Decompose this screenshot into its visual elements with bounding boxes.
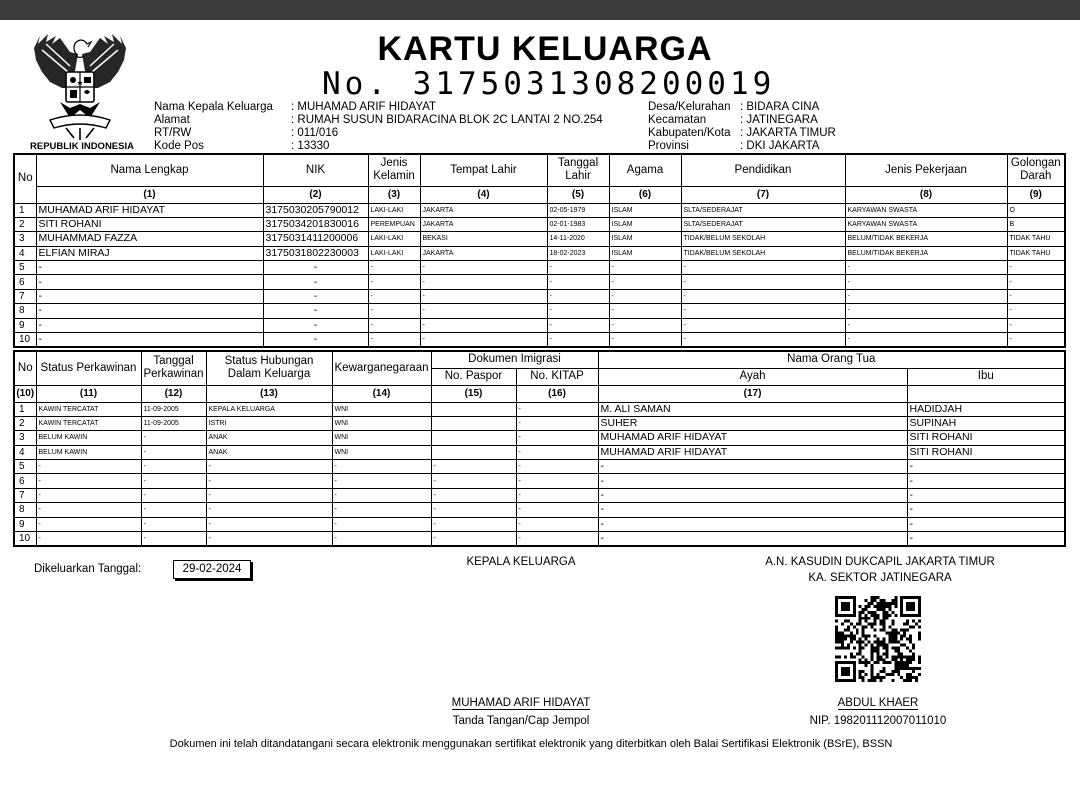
col-header-agama: Agama	[609, 154, 681, 186]
table-cell: BELUM/TIDAK BEKERJA	[845, 246, 1007, 260]
table-cell: -	[516, 503, 598, 517]
col-header-tempat-lahir: Tempat Lahir	[420, 154, 547, 186]
table-row	[14, 488, 1065, 502]
family-status-table	[13, 350, 1066, 547]
header-right-label: Desa/Kelurahan	[648, 101, 731, 113]
table-row	[14, 261, 1065, 275]
header-right-row	[648, 101, 836, 114]
table-cell	[431, 402, 516, 416]
table-cell: -	[1007, 261, 1065, 275]
table-cell: 02-01-1983	[547, 217, 609, 231]
header-left-label: Nama Kepala Keluarga	[154, 101, 273, 113]
table-cell: -	[681, 304, 845, 318]
header-left-row	[154, 127, 603, 140]
col-header-no-kitap: No. KITAP	[516, 368, 598, 385]
issued-date: 29-02-2024	[173, 560, 251, 579]
header-left-label: Kode Pos	[154, 140, 204, 152]
header-left-row	[154, 140, 603, 153]
table-cell: JAKARTA	[420, 217, 547, 231]
col-header-ayah: Ayah	[598, 368, 907, 385]
table-cell: 1	[14, 402, 36, 416]
table-row	[14, 503, 1065, 517]
table-cell: -	[332, 488, 431, 502]
table-cell: -	[141, 445, 206, 459]
table-cell: -	[431, 460, 516, 474]
table-cell: -	[907, 532, 1065, 547]
col-header-pekerjaan: Jenis Pekerjaan	[845, 154, 1007, 186]
table-row	[14, 431, 1065, 445]
table-cell: ANAK	[206, 431, 332, 445]
table-cell: 9	[14, 517, 36, 531]
table-cell: MUHAMAD ARIF HIDAYAT	[36, 203, 263, 217]
table-cell: -	[845, 304, 1007, 318]
table-cell	[431, 431, 516, 445]
table-cell: -	[206, 517, 332, 531]
table-cell: 6	[14, 275, 36, 289]
table-cell: -	[516, 402, 598, 416]
table-cell: 10	[14, 333, 36, 348]
col-number: (8)	[845, 186, 1007, 203]
table-cell: -	[547, 261, 609, 275]
col-header-dokumen-imigrasi: Dokumen Imigrasi	[431, 351, 598, 368]
table-cell: SITI ROHANI	[907, 445, 1065, 459]
qr-code-icon	[835, 596, 921, 682]
table-cell: 3175031411200006	[263, 232, 368, 246]
header-right-label: Kecamatan	[648, 114, 707, 126]
table-row	[14, 517, 1065, 531]
col-header-no: No	[14, 351, 36, 385]
header-right-row	[648, 140, 836, 153]
header-left-value: : MUHAMAD ARIF HIDAYAT	[291, 101, 437, 113]
col-number: (12)	[141, 385, 206, 402]
col-number: (11)	[36, 385, 141, 402]
family-members-table	[13, 153, 1066, 348]
table-cell: -	[206, 474, 332, 488]
table-cell: -	[332, 474, 431, 488]
table-cell: -	[263, 289, 368, 303]
table-cell: -	[1007, 318, 1065, 332]
table-cell: -	[516, 431, 598, 445]
col-number: (10)	[14, 385, 36, 402]
table-cell: -	[141, 460, 206, 474]
table-cell: -	[907, 460, 1065, 474]
table-cell: 5	[14, 460, 36, 474]
table-cell: -	[845, 275, 1007, 289]
col-number: (2)	[263, 186, 368, 203]
table-cell: KARYAWAN SWASTA	[845, 217, 1007, 231]
table-cell: -	[681, 275, 845, 289]
header-left-value: : 13330	[291, 140, 330, 152]
table-cell: WNI	[332, 416, 431, 430]
table-cell: -	[516, 517, 598, 531]
col-number: (17)	[598, 385, 907, 402]
table-cell: KAWIN TERCATAT	[36, 402, 141, 416]
table-cell: -	[1007, 275, 1065, 289]
table-cell: -	[206, 503, 332, 517]
table-cell: ELFIAN MIRAJ	[36, 246, 263, 260]
table-cell: BELUM/TIDAK BEKERJA	[845, 232, 1007, 246]
table-row	[14, 217, 1065, 231]
table-cell: -	[263, 261, 368, 275]
table-cell: SITI ROHANI	[907, 431, 1065, 445]
table-cell: -	[516, 488, 598, 502]
col-number: (13)	[206, 385, 332, 402]
table-cell: M. ALI SAMAN	[598, 402, 907, 416]
header-right-value: : JATINEGARA	[740, 114, 818, 126]
header-right-value: : BIDARA CINA	[740, 101, 820, 113]
table-cell: SUPINAH	[907, 416, 1065, 430]
header-right-row	[648, 114, 836, 127]
table-cell: -	[598, 488, 907, 502]
table-cell: -	[907, 503, 1065, 517]
table-cell: -	[141, 517, 206, 531]
header-right-row	[648, 127, 836, 140]
head-of-family-title: KEPALA KELUARGA	[466, 556, 576, 568]
table-cell: -	[1007, 333, 1065, 348]
table-row	[14, 289, 1065, 303]
table-cell: 7	[14, 488, 36, 502]
table-cell: 8	[14, 503, 36, 517]
table-cell: KARYAWAN SWASTA	[845, 203, 1007, 217]
table-cell: -	[516, 416, 598, 430]
table-cell: 5	[14, 261, 36, 275]
table-cell: -	[547, 333, 609, 348]
table-cell: 02-05-1979	[547, 203, 609, 217]
table-row	[14, 275, 1065, 289]
official-title-1: A.N. KASUDIN DUKCAPIL JAKARTA TIMUR	[765, 556, 995, 568]
document-title: KARTU KELUARGA	[377, 30, 713, 68]
col-number: (6)	[609, 186, 681, 203]
table-cell: JAKARTA	[420, 203, 547, 217]
table-cell: -	[332, 517, 431, 531]
col-header-ibu: Ibu	[907, 368, 1065, 385]
table-cell: SUHER	[598, 416, 907, 430]
issued-label: Dikeluarkan Tanggal:	[34, 563, 142, 575]
table-cell: -	[598, 517, 907, 531]
table-cell: -	[609, 304, 681, 318]
header-right-label: Kabupaten/Kota	[648, 127, 731, 139]
table-cell: -	[36, 333, 263, 348]
table-cell: O	[1007, 203, 1065, 217]
col-header-tanggal-perkawinan: Tanggal Perkawinan	[141, 351, 206, 385]
table-cell: -	[420, 289, 547, 303]
electronic-signature-note: Dokumen ini telah ditandatangani secara elektronik menggunakan sertifikat elektronik yang diterbitkan oleh Balai Sertifikasi Elektronik (BSrE), BSSN	[169, 738, 893, 750]
table-row	[14, 474, 1065, 488]
table-cell: JAKARTA	[420, 246, 547, 260]
col-header-nama-orang-tua: Nama Orang Tua	[598, 351, 1065, 368]
header-left-row	[154, 114, 603, 127]
table-cell: 2	[14, 217, 36, 231]
table-cell: -	[609, 318, 681, 332]
table-cell: WNI	[332, 431, 431, 445]
table-row	[14, 333, 1065, 348]
table-cell: WNI	[332, 445, 431, 459]
col-header-no: No	[14, 154, 36, 203]
table-cell: -	[206, 488, 332, 502]
table-cell: -	[516, 460, 598, 474]
table-cell: -	[516, 445, 598, 459]
table-cell: ISTRI	[206, 416, 332, 430]
table-cell: TIDAK TAHU	[1007, 232, 1065, 246]
table-cell: -	[431, 532, 516, 547]
col-number: (7)	[681, 186, 845, 203]
table-cell: -	[547, 289, 609, 303]
table-cell: SLTA/SEDERAJAT	[681, 203, 845, 217]
col-number: (5)	[547, 186, 609, 203]
table-cell: -	[36, 488, 141, 502]
col-number: (14)	[332, 385, 431, 402]
table-cell: 3	[14, 232, 36, 246]
col-header-status-hubungan: Status Hubungan Dalam Keluarga	[206, 351, 332, 385]
table-row	[14, 232, 1065, 246]
table-cell: -	[141, 488, 206, 502]
table-cell: -	[1007, 304, 1065, 318]
table-cell: -	[36, 275, 263, 289]
header-left-info	[154, 101, 603, 153]
table-cell: -	[36, 503, 141, 517]
table-cell: -	[368, 318, 420, 332]
table-cell: -	[431, 517, 516, 531]
col-header-nik: NIK	[263, 154, 368, 186]
table-cell: SITI ROHANI	[36, 217, 263, 231]
table-cell: -	[368, 261, 420, 275]
table-cell: BELUM KAWIN	[36, 445, 141, 459]
table-cell: 3	[14, 431, 36, 445]
table-cell: 14-11-2020	[547, 232, 609, 246]
table-cell: -	[609, 289, 681, 303]
table-cell: -	[36, 261, 263, 275]
head-of-family-caption: Tanda Tangan/Cap Jempol	[452, 715, 590, 727]
table-cell: -	[368, 289, 420, 303]
header-left-value: : 011/016	[291, 127, 339, 139]
table-cell: 3175034201830016	[263, 217, 368, 231]
table-row	[14, 445, 1065, 459]
table-cell: -	[206, 532, 332, 547]
table-cell: -	[36, 474, 141, 488]
table-cell: -	[907, 488, 1065, 502]
table-cell: 8	[14, 304, 36, 318]
official-name: ABDUL KHAER	[837, 697, 919, 709]
table-cell: -	[368, 333, 420, 348]
table-cell: ISLAM	[609, 203, 681, 217]
header-right-label: Provinsi	[648, 140, 689, 152]
table-cell: -	[368, 275, 420, 289]
table-cell	[431, 416, 516, 430]
table-cell: -	[547, 304, 609, 318]
table-cell: -	[332, 503, 431, 517]
table-cell: ANAK	[206, 445, 332, 459]
table-cell: -	[431, 503, 516, 517]
table-cell: ISLAM	[609, 232, 681, 246]
table-cell: -	[907, 474, 1065, 488]
table-cell: 9	[14, 318, 36, 332]
col-header-golongan-darah: Golongan Darah	[1007, 154, 1065, 186]
table-cell: -	[845, 289, 1007, 303]
table-cell: -	[845, 318, 1007, 332]
col-number: (15)	[431, 385, 516, 402]
table-row	[14, 532, 1065, 547]
table-cell: -	[681, 318, 845, 332]
table-cell: 6	[14, 474, 36, 488]
table-cell: -	[681, 333, 845, 348]
table-cell: TIDAK/BELUM SEKOLAH	[681, 232, 845, 246]
table-cell: -	[332, 460, 431, 474]
table-cell: BELUM KAWIN	[36, 431, 141, 445]
table-cell: -	[420, 304, 547, 318]
table-cell: -	[263, 304, 368, 318]
table-row	[14, 203, 1065, 217]
table-cell: LAKI-LAKI	[368, 232, 420, 246]
col-number: (9)	[1007, 186, 1065, 203]
table-cell: -	[431, 474, 516, 488]
table-cell: -	[598, 503, 907, 517]
table-cell: -	[845, 333, 1007, 348]
header-right-value: : JAKARTA TIMUR	[740, 127, 836, 139]
table-row	[14, 304, 1065, 318]
table-cell: 7	[14, 289, 36, 303]
table-row	[14, 416, 1065, 430]
table-cell: 4	[14, 445, 36, 459]
table-cell: BEKASI	[420, 232, 547, 246]
table-cell: -	[598, 532, 907, 547]
table-cell: KEPALA KELUARGA	[206, 402, 332, 416]
table-cell: 18-02-2023	[547, 246, 609, 260]
table-row	[14, 402, 1065, 416]
table-cell: -	[263, 275, 368, 289]
document-number: No. 3175031308200019	[322, 66, 776, 102]
col-header-nama: Nama Lengkap	[36, 154, 263, 186]
col-header-pendidikan: Pendidikan	[681, 154, 845, 186]
table-cell	[431, 445, 516, 459]
table-cell: -	[907, 517, 1065, 531]
table-cell: -	[36, 532, 141, 547]
table-cell: LAKI-LAKI	[368, 203, 420, 217]
table-cell: ISLAM	[609, 217, 681, 231]
table-cell: -	[36, 304, 263, 318]
table-cell: KAWIN TERCATAT	[36, 416, 141, 430]
table-cell: -	[547, 275, 609, 289]
official-nip: NIP. 198201112007011010	[809, 715, 947, 727]
table-cell: -	[36, 289, 263, 303]
table-cell: -	[681, 289, 845, 303]
table-cell: B	[1007, 217, 1065, 231]
col-number: (4)	[420, 186, 547, 203]
col-header-kewarganegaraan: Kewarganegaraan	[332, 351, 431, 385]
header-right-info	[648, 101, 836, 153]
table-cell: -	[547, 318, 609, 332]
table-cell: 11-09-2005	[141, 402, 206, 416]
table-cell: 4	[14, 246, 36, 260]
table-cell: -	[516, 474, 598, 488]
table-cell: -	[420, 318, 547, 332]
table-cell: -	[368, 304, 420, 318]
table-cell: -	[141, 474, 206, 488]
header-left-row	[154, 101, 603, 114]
table-cell: SLTA/SEDERAJAT	[681, 217, 845, 231]
table-cell: -	[598, 474, 907, 488]
table-cell: 3175031802230003	[263, 246, 368, 260]
col-header-jenis-kelamin: Jenis Kelamin	[368, 154, 420, 186]
table-cell: ISLAM	[609, 246, 681, 260]
table-cell: 2	[14, 416, 36, 430]
table-cell: MUHAMMAD FAZZA	[36, 232, 263, 246]
table-cell: HADIDJAH	[907, 402, 1065, 416]
col-number: (1)	[36, 186, 263, 203]
col-header-tanggal-lahir: Tanggal Lahir	[547, 154, 609, 186]
table-cell: TIDAK TAHU	[1007, 246, 1065, 260]
table-cell: -	[36, 460, 141, 474]
table-cell: -	[609, 333, 681, 348]
table-cell: -	[609, 261, 681, 275]
table-row	[14, 460, 1065, 474]
table-cell: -	[141, 532, 206, 547]
col-number: (16)	[516, 385, 598, 402]
table-cell: -	[420, 275, 547, 289]
table-cell: -	[681, 261, 845, 275]
table-cell: -	[36, 318, 263, 332]
table-cell: WNI	[332, 402, 431, 416]
table-cell: -	[263, 318, 368, 332]
table-cell: 1	[14, 203, 36, 217]
table-cell: -	[431, 488, 516, 502]
header-right-value: : DKI JAKARTA	[740, 140, 820, 152]
table-cell: MUHAMAD ARIF HIDAYAT	[598, 445, 907, 459]
table-cell: -	[598, 460, 907, 474]
header-left-label: Alamat	[154, 114, 190, 126]
table-cell: -	[332, 532, 431, 547]
table-cell: -	[609, 275, 681, 289]
table-cell: -	[516, 532, 598, 547]
table-cell: 11-09-2005	[141, 416, 206, 430]
table-cell: MUHAMAD ARIF HIDAYAT	[598, 431, 907, 445]
table-cell: 3175030205790012	[263, 203, 368, 217]
top-bar	[0, 0, 1080, 20]
table-cell: -	[206, 460, 332, 474]
official-title-2: KA. SEKTOR JATINEGARA	[808, 572, 952, 584]
table-cell: 10	[14, 532, 36, 547]
table-row	[14, 246, 1065, 260]
table-row	[14, 318, 1065, 332]
table-cell: -	[36, 517, 141, 531]
country-caption: REPUBLIK INDONESIA	[30, 141, 134, 152]
table-cell: LAKI-LAKI	[368, 246, 420, 260]
table-cell: -	[845, 261, 1007, 275]
table-cell: -	[420, 261, 547, 275]
col-number: (3)	[368, 186, 420, 203]
table-cell: TIDAK/BELUM SEKOLAH	[681, 246, 845, 260]
table-cell: PEREMPUAN	[368, 217, 420, 231]
col-header-status-perkawinan: Status Perkawinan	[36, 351, 141, 385]
table-cell: -	[263, 333, 368, 348]
table-cell: -	[141, 503, 206, 517]
col-header-no-paspor: No. Paspor	[431, 368, 516, 385]
header-left-label: RT/RW	[154, 127, 192, 139]
head-of-family-name: MUHAMAD ARIF HIDAYAT	[451, 697, 591, 709]
table-cell: -	[141, 431, 206, 445]
table-cell: -	[420, 333, 547, 348]
header-left-value: : RUMAH SUSUN BIDARACINA BLOK 2C LANTAI 2 NO.254	[291, 114, 603, 126]
table-cell: -	[1007, 289, 1065, 303]
